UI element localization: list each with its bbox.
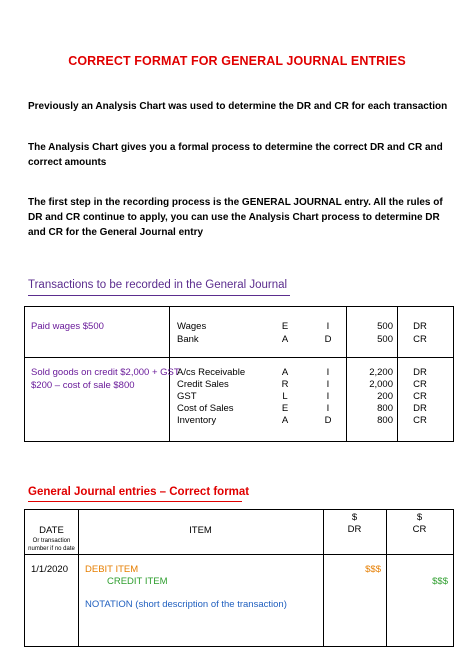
dr-header: DR — [347, 524, 362, 535]
effect: I — [326, 367, 330, 378]
amount: 2,000 — [369, 379, 393, 390]
account-type: A — [281, 334, 289, 345]
amount: 800 — [377, 415, 393, 426]
transaction-description: Sold goods on credit $2,000 + GST — [31, 367, 180, 378]
account-name: GST — [177, 391, 197, 402]
section-heading-transactions: Transactions to be recorded in the General Journal — [28, 279, 287, 291]
credit-item: CREDIT ITEM — [107, 576, 168, 587]
account-name: Credit Sales — [177, 379, 229, 390]
effect: I — [326, 391, 330, 402]
section-heading-underline — [28, 295, 290, 296]
amount: 800 — [377, 403, 393, 414]
column-divider — [397, 307, 398, 441]
account-name: Inventory — [177, 415, 217, 426]
transaction-description: $200 – cost of sale $800 — [31, 380, 135, 391]
dr-cr: DR — [413, 367, 427, 378]
dr-cr: CR — [413, 391, 427, 402]
paragraph-3: The first step in the recording process is the GENERAL JOURNAL entry. All the rules of DR and CR continue to apply, you can use the Analysis Chart process to determine DR and CR for the General Journal entry — [28, 197, 443, 238]
debit-item: DEBIT ITEM — [85, 564, 139, 575]
effect: D — [324, 334, 332, 345]
dr-symbol: $ — [351, 512, 358, 523]
amount: 500 — [377, 334, 393, 345]
transaction-description: Paid wages $500 — [31, 321, 104, 332]
row-divider — [25, 357, 453, 358]
amount: 200 — [377, 391, 393, 402]
effect: I — [326, 379, 330, 390]
account-name: Bank — [177, 334, 199, 345]
account-type: E — [281, 403, 289, 414]
amount: 2,200 — [369, 367, 393, 378]
effect: I — [326, 403, 330, 414]
cr-header: CR — [412, 524, 427, 535]
cr-symbol: $ — [416, 512, 423, 523]
date-header-note: Or transaction — [32, 538, 71, 544]
date-header-note: number if no date — [28, 546, 75, 552]
paragraph-2: The Analysis Chart gives you a formal process to determine the correct DR and CR and correct amounts — [28, 142, 443, 168]
amount: 500 — [377, 321, 393, 332]
dr-cr: CR — [413, 334, 427, 345]
page-title: CORRECT FORMAT FOR GENERAL JOURNAL ENTRIES — [68, 54, 406, 68]
dr-cr: DR — [413, 403, 427, 414]
effect: I — [326, 321, 330, 332]
account-type: A — [281, 415, 289, 426]
dr-amount: $$$ — [365, 564, 381, 575]
account-type: E — [281, 321, 289, 332]
account-type: A — [281, 367, 289, 378]
item-header: ITEM — [189, 525, 212, 536]
account-type: L — [282, 391, 288, 402]
account-type: R — [281, 379, 289, 390]
row-divider — [25, 554, 453, 555]
dr-cr: CR — [413, 415, 427, 426]
account-name: Cost of Sales — [177, 403, 234, 414]
effect: D — [324, 415, 332, 426]
date-header: DATE — [39, 525, 64, 536]
section-heading-underline — [28, 501, 242, 502]
section-heading-journal: General Journal entries – Correct format — [28, 486, 249, 498]
dr-cr: DR — [413, 321, 427, 332]
account-name: A/cs Receivable — [177, 367, 246, 378]
entry-date: 1/1/2020 — [31, 564, 68, 575]
dr-cr: CR — [413, 379, 427, 390]
general-journal-table — [24, 509, 454, 647]
paragraph-1: Previously an Analysis Chart was used to determine the DR and CR for each transaction — [28, 101, 448, 112]
account-name: Wages — [177, 321, 207, 332]
cr-amount: $$$ — [432, 576, 448, 587]
notation: NOTATION (short description of the transaction) — [85, 599, 287, 610]
transactions-table — [24, 306, 454, 442]
